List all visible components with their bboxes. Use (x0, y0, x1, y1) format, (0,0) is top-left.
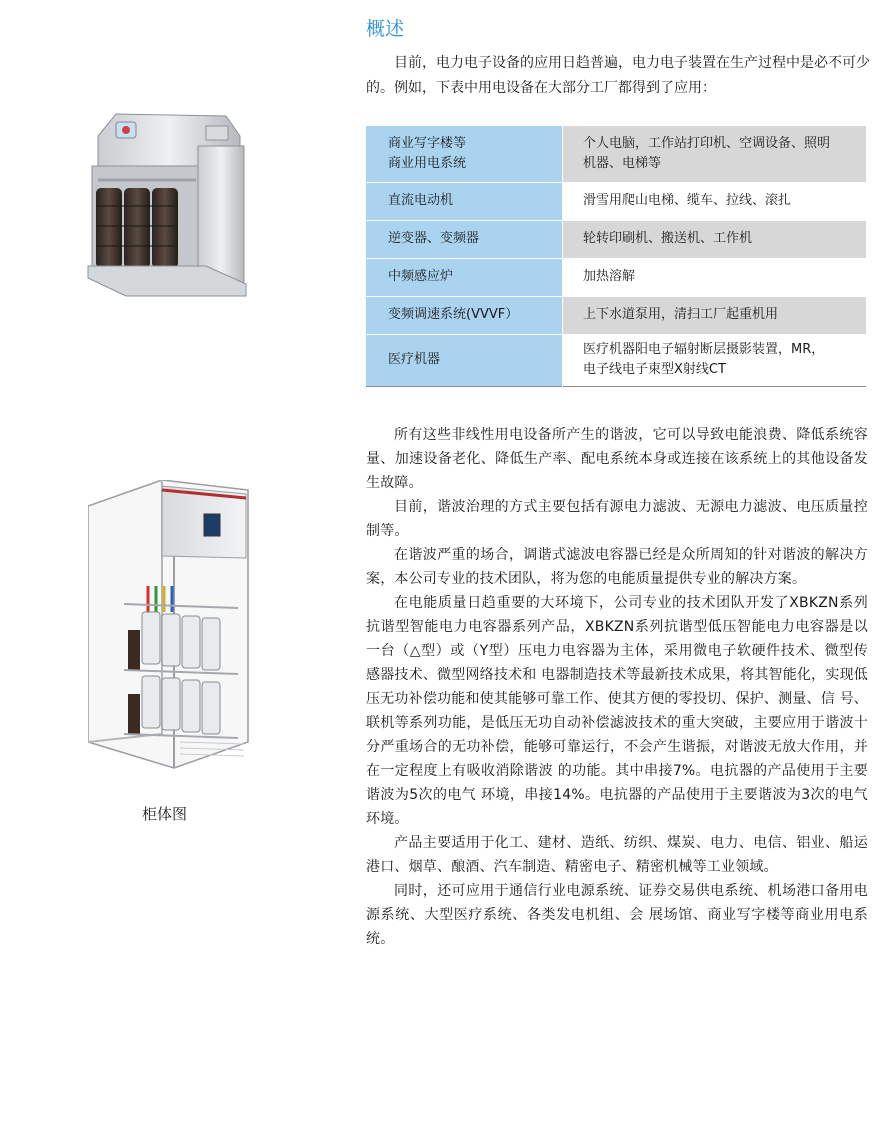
paragraph: 在谐波严重的场合，调谐式滤波电容器已经是众所周知的针对谐波的解决方案，本公司专业的技术团队，将为您的电能质量提供专业的解决方案。 (366, 547, 868, 587)
category-cell: 变频调速系统(VVVF） (366, 296, 563, 334)
table-row (366, 182, 866, 220)
paragraph: 产品主要适用于化工、建材、造纸、纺织、煤炭、电力、电信、铝业、船运港口、烟草、酿酒、汽车制造、精密电子、精密机械等工业领域。 (366, 835, 868, 875)
cabinet-image (88, 480, 260, 770)
category-cell: 直流电动机 (366, 182, 563, 220)
figure-caption: 柜体图 (142, 805, 188, 823)
equipment-cell: 滑雪用爬山电梯、缆车、拉线、滚扎 (563, 182, 867, 220)
table-row (366, 258, 866, 296)
equipment-cell: 轮转印刷机、搬送机、工作机 (563, 220, 867, 258)
paragraph: 同时，还可应用于通信行业电源系统、证券交易供电系统、机场港口备用电源系统、大型医疗系统、各类发电机组、会 展场馆、商业写字楼等商业用电系统。 (366, 883, 868, 947)
table-row (366, 126, 866, 182)
table-row (366, 334, 866, 386)
category-cell: 逆变器、变频器 (366, 220, 563, 258)
category-cell: 中频感应炉 (366, 258, 563, 296)
table-row (366, 296, 866, 334)
body-text (366, 423, 868, 951)
paragraph: 所有这些非线性用电设备所产生的谐波，它可以导致电能浪费、降低系统容量、加速设备老化、降低生产率、配电系统本身或连接在该系统上的其他设备发生故障。 (366, 427, 868, 491)
category-cell: 医疗机器 (366, 334, 563, 386)
intro-paragraph: 目前，电力电子设备的应用日趋普遍，电力电子装置在生产过程中是必不可少的。例如，下表中用电设备在大部分工厂都得到了应用： (366, 55, 870, 96)
paragraph: 目前，谐波治理的方式主要包括有源电力滤波、无源电力滤波、电压质量控制等。 (366, 499, 868, 539)
equipment-cell: 上下水道泵用，清扫工厂起重机用 (563, 296, 867, 334)
equipment-cell: 加热溶解 (563, 258, 867, 296)
equipment-cell: 个人电脑，工作站打印机、空调设备、照明 机器、电梯等 (563, 126, 867, 182)
section-title: 概述 (366, 18, 405, 40)
equipment-table (366, 126, 866, 387)
paragraph: 在电能质量日趋重要的大环境下，公司专业的技术团队开发了XBKZN系列抗谐型智能电力电容器系列产品，XBKZN系列抗谐型低压智能电力电容器是以一台（△型）或（Y型）压电力电容器为主体，采用微电子软硬件技术、微型传感器技术、微型网络技术和 电器制造技术等最新技术成果，将其智能化，实现低压无功补偿功能和使其能够可靠工作、使其方便的零投切、保护、测量、信 号、联机等系列功能，是低压无功自动补偿滤波技术的重大突破，主要应用于谐波十分严重场合的无功补偿，能够可靠运行，不会产生谐振，对谐波无放大作用，并在一定程度上有吸收消除谐波 的功能。其中串接7%。电抗器的产品使用于主要谐波为5次的电气 环境，串接14%。电抗器的产品使用于主要谐波为3次的电气环境。 (366, 595, 868, 827)
table-row (366, 220, 866, 258)
capacitor-unit-image (86, 106, 250, 302)
category-cell: 商业写字楼等 商业用电系统 (366, 126, 563, 182)
equipment-cell: 医疗机器阳电子辐射断层摄影装置，MR， 电子线电子束型X射线CT (563, 334, 867, 386)
